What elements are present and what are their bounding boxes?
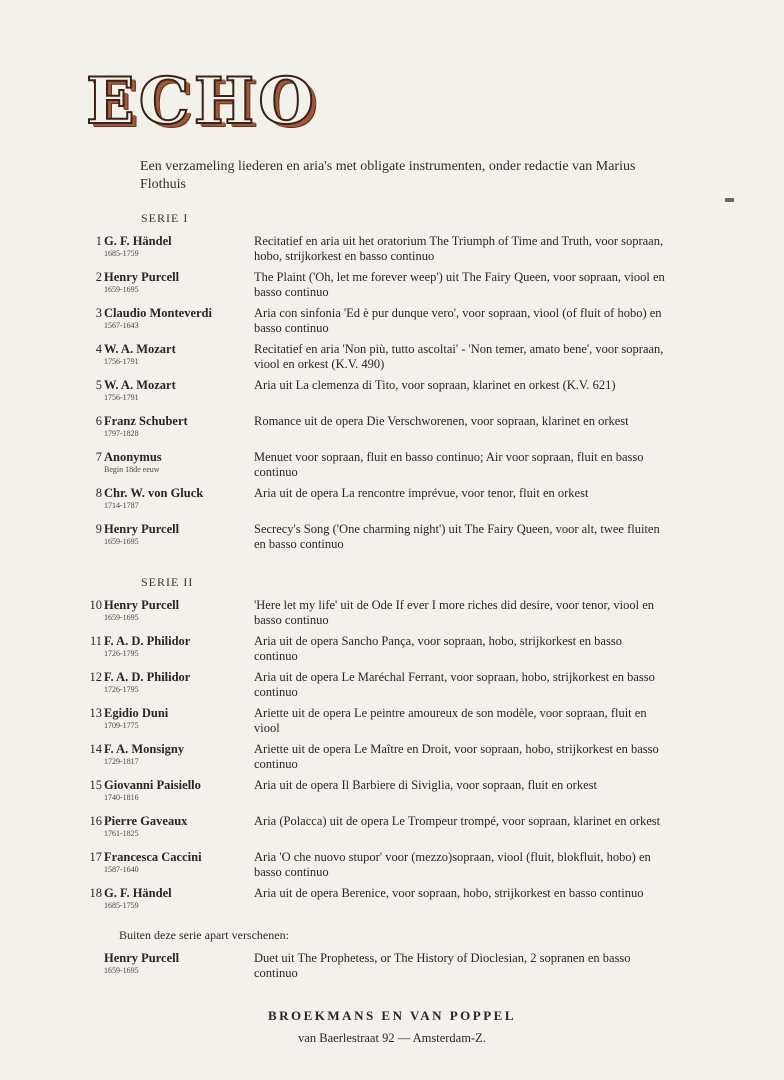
entry-description: Secrecy's Song ('One charming night') uit The Fairy Queen, voor alt, twee fluiten en basso continuo [254,522,660,551]
list-item [84,486,664,518]
entry-dates: 1685-1759 [104,249,139,258]
entry-description: Aria uit de opera Le Maréchal Ferrant, voor sopraan, hobo, strijkorkest en basso continuo [254,670,655,699]
entry-description: Menuet voor sopraan, fluit en basso continuo; Air voor sopraan, fluit en basso continuo [254,450,644,479]
entry-dates: 1726-1795 [104,685,139,694]
list-item [84,306,664,338]
list-item [84,234,664,266]
separate-edition-label: Buiten deze serie apart verschenen: [119,928,289,942]
entry-composer: W. A. Mozart [104,378,176,392]
entry-description: The Plaint ('Oh, let me forever weep') uit The Fairy Queen, voor sopraan, viool en basso continuo [254,270,665,299]
entry-description: Aria (Polacca) uit de opera Le Trompeur trompé, voor sopraan, klarinet en orkest [254,814,661,828]
entry-composer: W. A. Mozart [104,342,176,356]
entry-number: 7 [95,450,102,464]
list-item [84,706,664,738]
entry-dates: 1709-1775 [104,721,139,730]
entry-dates: 1685-1759 [104,901,139,910]
entry-dates: 1756-1791 [104,393,139,402]
entry-description: Ariette uit de opera Le peintre amoureux de son modèle, voor sopraan, fluit en viool [254,706,647,735]
entry-description: Aria uit La clemenza di Tito, voor sopraan, klarinet en orkest (K.V. 621) [254,378,616,392]
entry-dates: 1729-1817 [104,757,139,766]
entry-composer: F. A. Monsigny [104,742,185,756]
series-label: SERIE I [141,211,189,225]
list-item [84,270,664,302]
entry-composer: Franz Schubert [104,414,188,428]
entry-composer: Francesca Caccini [104,850,202,864]
entry-number: 13 [89,706,102,720]
entry-dates: 1740-1816 [104,793,139,802]
entry-number: 1 [95,234,102,248]
list-item [84,850,664,882]
entry-number: 17 [89,850,102,864]
entry-composer: Henry Purcell [104,270,180,284]
entry-composer: Henry Purcell [104,951,180,965]
entry-dates: 1659-1695 [104,966,139,975]
entry-dates: 1756-1791 [104,357,139,366]
entry-description: Aria 'O che nuovo stupor' voor (mezzo)sopraan, viool (fluit, blokfluit, hobo) en basso continuo [254,850,651,879]
entry-composer: Egidio Duni [104,706,169,720]
entry-dates: Begin 18de eeuw [104,465,160,474]
entry-description: Aria uit de opera Il Barbiere di Siviglia, voor sopraan, fluit en orkest [254,778,597,792]
entry-number: 18 [89,886,102,900]
entry-description: Aria uit de opera Sancho Pança, voor sopraan, hobo, strijkorkest en basso continuo [254,634,622,663]
entry-dates: 1726-1795 [104,649,139,658]
echo-logo: ECHO [86,64,318,139]
list-item [84,778,664,810]
entry-description: Romance uit de opera Die Verschworenen, voor sopraan, klarinet en orkest [254,414,629,428]
list-item [84,342,664,374]
entry-dates: 1714-1787 [104,501,139,510]
entry-description: Aria uit de opera La rencontre imprévue, voor tenor, fluit en orkest [254,486,589,500]
entry-description: Aria uit de opera Berenice, voor sopraan, hobo, strijkorkest en basso continuo [254,886,644,900]
collection-subtitle: Een verzameling liederen en aria's met obligate instrumenten, onder redactie van Marius Flothuis [140,159,636,192]
series-label: SERIE II [141,575,194,589]
entry-composer: Pierre Gaveaux [104,814,188,828]
entry-number: 14 [89,742,102,756]
separate-edition-item [84,951,664,983]
entry-number: 4 [95,342,102,356]
list-item [84,378,664,410]
entry-composer: F. A. D. Philidor [104,670,191,684]
entry-composer: Giovanni Paisiello [104,778,201,792]
entry-dates: 1659-1695 [104,285,139,294]
entry-dates: 1659-1695 [104,537,139,546]
entry-dates: 1659-1695 [104,613,139,622]
entry-composer: Claudio Monteverdi [104,306,212,320]
list-item [84,634,664,666]
publisher-name: BROEKMANS EN VAN POPPEL [267,1008,517,1023]
entry-composer: Henry Purcell [104,598,180,612]
entry-description: Ariette uit de opera Le Maître en Droit, voor sopraan, hobo, strijkorkest en basso continuo [254,742,659,771]
entry-number: 16 [89,814,102,828]
entry-number: 6 [95,414,102,428]
entry-dates: 1567-1643 [104,321,139,330]
entry-number: 11 [89,634,102,648]
list-item [84,742,664,774]
publisher-address: van Baerlestraat 92 — Amsterdam-Z. [298,1031,486,1045]
entry-description: Aria con sinfonia 'Ed è pur dunque vero', voor sopraan, viool (of fluit of hobo) en basso continuo [254,306,662,335]
entry-number: 8 [95,486,102,500]
entry-composer: Henry Purcell [104,522,180,536]
entry-number: 2 [95,270,102,284]
list-item [84,598,664,630]
list-item [84,414,664,446]
list-item [84,450,664,482]
list-item [84,670,664,702]
entry-composer: G. F. Händel [104,234,172,248]
entry-dates: 1761-1825 [104,829,139,838]
entry-composer: Chr. W. von Gluck [104,486,204,500]
entry-composer: F. A. D. Philidor [104,634,191,648]
entry-dates: 1587-1640 [104,865,139,874]
ink-mark [725,198,734,202]
entry-composer: Anonymus [104,450,162,464]
entry-number: 12 [89,670,102,684]
entry-description: Duet uit The Prophetess, or The History of Dioclesian, 2 sopranen en basso continuo [254,951,631,980]
entry-description: 'Here let my life' uit de Ode If ever I more riches did desire, voor tenor, viool en basso continuo [254,598,655,627]
entry-composer: G. F. Händel [104,886,172,900]
entry-description: Recitatief en aria uit het oratorium The Triumph of Time and Truth, voor sopraan, hobo, strijkorkest en basso continuo [254,234,664,263]
list-item [84,814,664,846]
list-item [84,522,664,554]
entry-number: 5 [95,378,102,392]
entry-description: Recitatief en aria 'Non più, tutto ascoltai' - 'Non temer, amato bene', voor sopraan, viool en orkest (K.V. 490) [254,342,664,371]
list-item [84,886,664,918]
entry-number: 10 [89,598,102,612]
entry-number: 15 [89,778,102,792]
entry-number: 9 [95,522,102,536]
entry-dates: 1797-1828 [104,429,139,438]
entry-number: 3 [95,306,102,320]
